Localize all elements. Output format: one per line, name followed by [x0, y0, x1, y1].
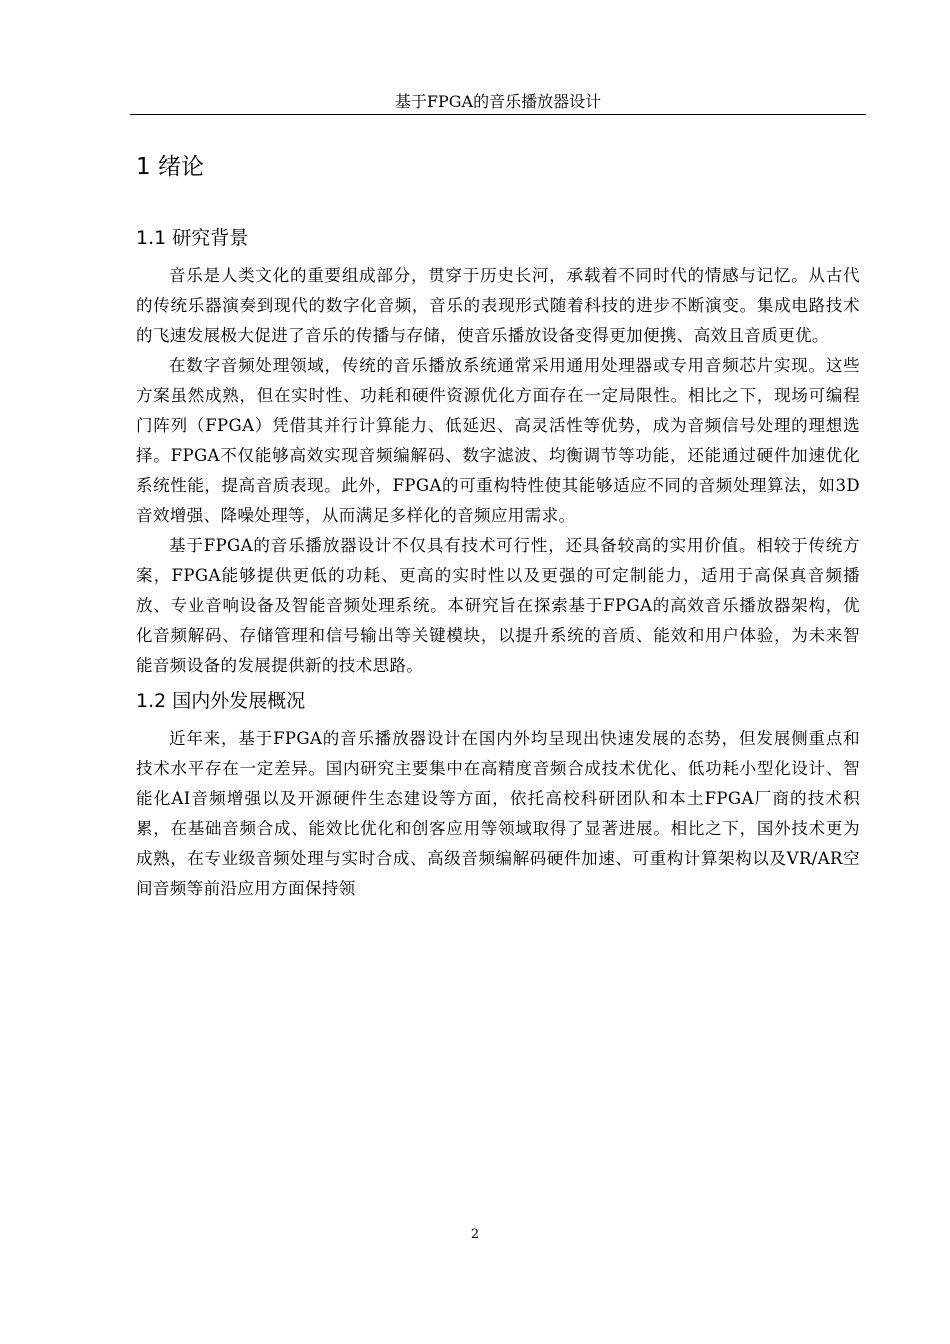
paragraph: 近年来，基于FPGA的音乐播放器设计在国内外均呈现出快速发展的态势，但发展侧重点和技术水平存在一定差异。国内研究主要集中在高精度音频合成技术优化、低功耗小型化设计、智能化AI音频增强以及开源硬件生态建设等方面，依托高校科研团队和本土FPGA厂商的技术积累，在基础音频合成、能效比优化和创客应用等领域取得了显著进展。相比之下，国外技术更为成熟，在专业级音频处理与实时合成、高级音频编解码硬件加速、可重构计算架构以及VR/AR空间音频等前沿应用方面保持领	[136, 729, 860, 898]
page-content	[136, 140, 860, 904]
paragraph: 在数字音频处理领域，传统的音乐播放系统通常采用通用处理器或专用音频芯片实现。这些方案虽然成熟，但在实时性、功耗和硬件资源优化方面存在一定局限性。相比之下，现场可编程门阵列（FPGA）凭借其并行计算能力、低延迟、高灵活性等优势，成为音频信号处理的理想选择。FPGA不仅能够高效实现音频编解码、数字滤波、均衡调节等功能，还能通过硬件加速优化系统性能，提高音质表现。此外，FPGA的可重构特性使其能够适应不同的音频处理算法，如3D音效增强、降噪处理等，从而满足多样化的音频应用需求。	[136, 356, 860, 525]
page-number: 2	[470, 1227, 480, 1242]
paragraph: 基于FPGA的音乐播放器设计不仅具有技术可行性，还具备较高的实用价值。相较于传统方案，FPGA能够提供更低的功耗、更高的实时性以及更强的可定制能力，适用于高保真音频播放、专业音响设备及智能音频处理系统。本研究旨在探索基于FPGA的高效音乐播放器架构，优化音频解码、存储管理和信号输出等关键模块，以提升系统的音质、能效和用户体验，为未来智能音频设备的发展提供新的技术思路。	[136, 536, 860, 675]
header-rule	[130, 114, 866, 115]
paragraph: 音乐是人类文化的重要组成部分，贯穿于历史长河，承载着不同时代的情感与记忆。从古代的传统乐器演奏到现代的数字化音频，音乐的表现形式随着科技的进步不断演变。集成电路技术的飞速发展极大促进了音乐的传播与存储，使音乐播放设备变得更加便携、高效且音质更优。	[136, 266, 860, 345]
running-header: 基于FPGA的音乐播放器设计	[394, 92, 602, 111]
section-title-1-2: 1.2 国内外发展概况	[136, 690, 306, 712]
chapter-title: 1 绪论	[136, 154, 204, 180]
section-title-1-1: 1.1 研究背景	[136, 227, 249, 249]
